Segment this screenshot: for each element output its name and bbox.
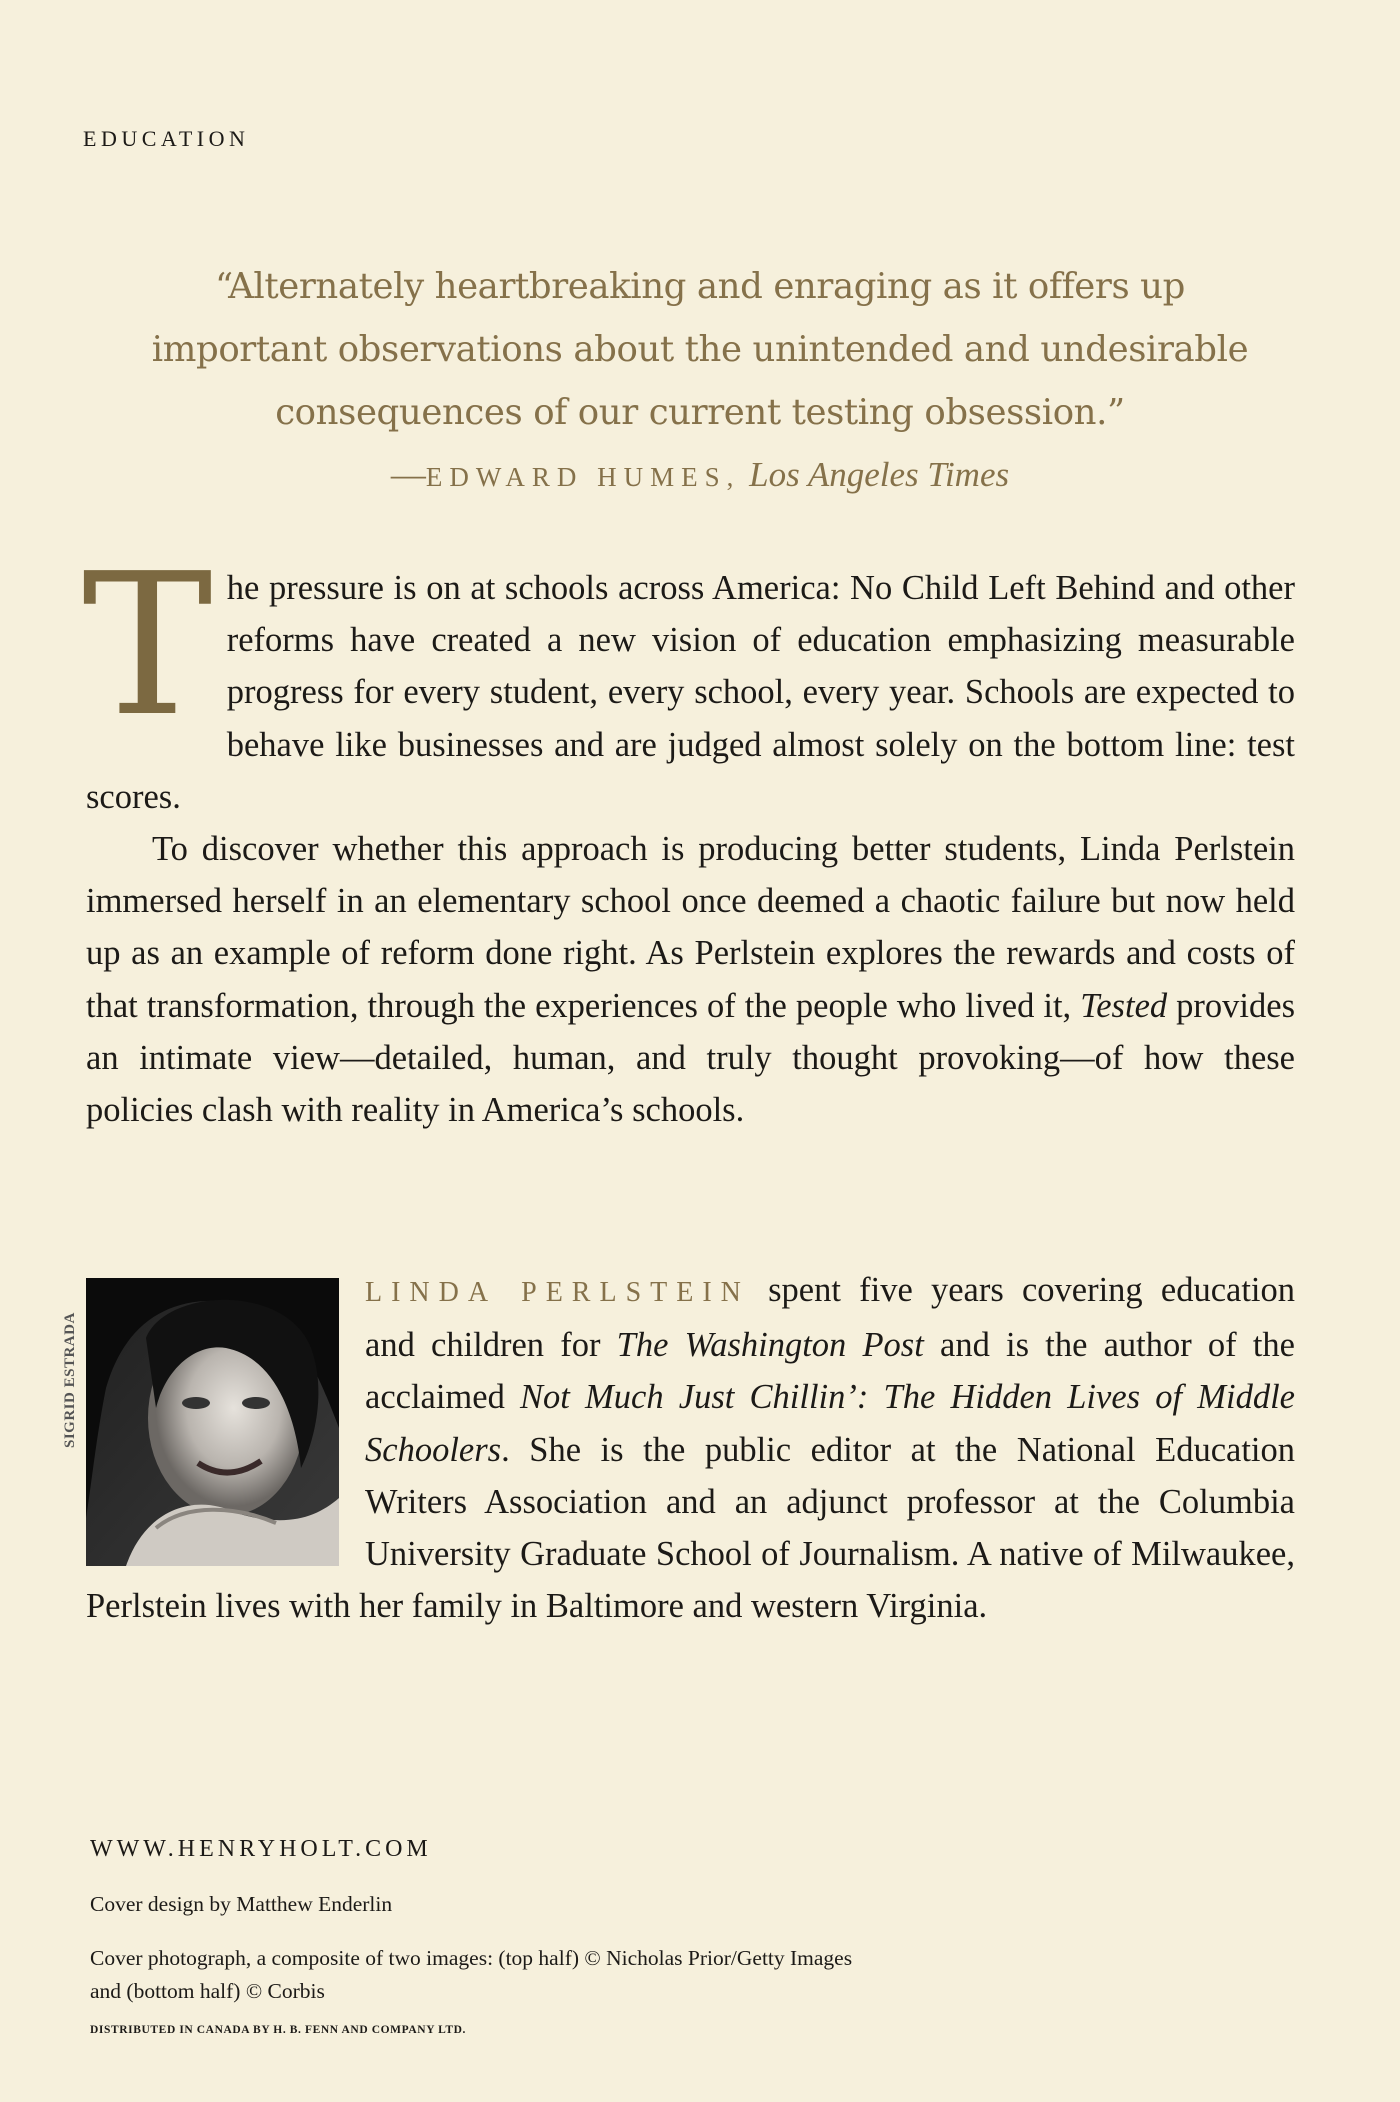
author-bio — [86, 1264, 1295, 1632]
bio-text: . She is the public editor at the National Education Writers Association and an adjunct professor at the Columbia University Graduate School of Journalism. A native of Milwaukee, Perlstein lives with her family in Baltimore and western Virginia. — [86, 1430, 1295, 1626]
attribution-publication: Los Angeles Times — [749, 455, 1010, 494]
bio-photo-spacer — [86, 1264, 365, 1578]
drop-cap: T — [82, 532, 213, 760]
description-paragraph-1: he pressure is on at schools across America: No Child Left Behind and other reforms have created a new vision of education emphasizing measurable progress for every student, every school, every year. Schools are expected to behave like businesses and are judged almost solely on the bottom line: test scores. — [86, 569, 1295, 816]
attribution-author: EDWARD HUMES, — [425, 462, 741, 492]
cover-photo-credit: Cover photograph, a composite of two images: (top half) © Nicholas Prior/Getty Images and (bottom half) © Corbis — [90, 1946, 853, 2003]
category-label: EDUCATION — [83, 126, 250, 151]
description-paragraph-2 — [86, 823, 1295, 1136]
previous-book-title: Not Much Just Chillin’: The Hidden Lives of Middle Schoolers — [365, 1378, 1295, 1469]
quote-line: “Alternately heartbreaking and enraging as it offers up — [215, 266, 1185, 307]
newspaper-title: The Washington Post — [616, 1326, 924, 1365]
author-name: LINDA PERLSTEIN — [365, 1277, 750, 1308]
book-description — [82, 532, 1295, 1136]
bio-text: spent five years covering education and children for — [365, 1271, 1295, 1365]
pull-quote — [60, 255, 1340, 444]
cover-design-credit: Cover design by Matthew Enderlin — [90, 1892, 393, 1916]
attribution-dash: — — [390, 455, 426, 494]
bio-text: and is the author of the acclaimed — [365, 1326, 1295, 1417]
quote-line: consequences of our current testing obsession.” — [275, 392, 1125, 433]
paragraph-text: provides an intimate view—detailed, human, and truly thought provoking—of how these policies clash with reality in America’s schools. — [86, 986, 1295, 1130]
quote-attribution — [60, 451, 1340, 501]
paragraph-text: To discover whether this approach is producing better students, Linda Perlstein immersed herself in an elementary school once deemed a chaotic failure but now held up as an example of reform done right. As Perlstein explores the rewards and costs of that transformation, through the experiences of the people who lived it, — [86, 830, 1295, 1025]
quote-line: important observations about the unintended and undesirable — [151, 329, 1249, 370]
distribution-note: DISTRIBUTED IN CANADA BY H. B. FENN AND COMPANY LTD. — [90, 2024, 467, 2036]
publisher-website: WWW.HENRYHOLT.COM — [90, 1836, 432, 1862]
book-title: Tested — [1080, 986, 1168, 1025]
photo-credit: SIGRID ESTRADA — [62, 1312, 78, 1448]
